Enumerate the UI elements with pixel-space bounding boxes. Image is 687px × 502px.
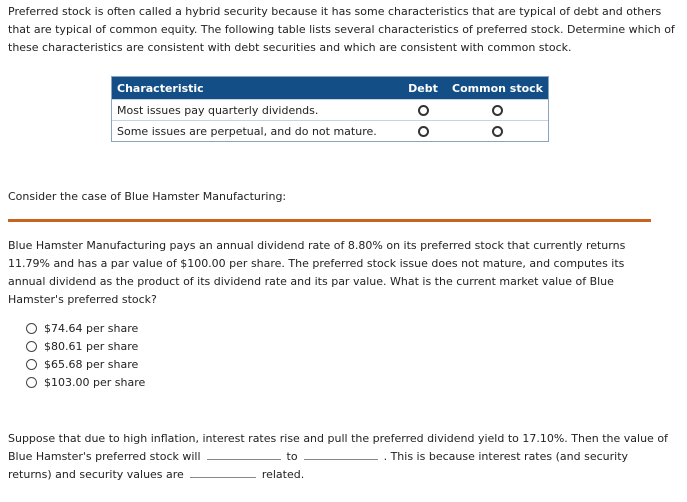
- debt-radio[interactable]: [418, 126, 429, 137]
- blank-dropdown-1[interactable]: [207, 448, 281, 460]
- table-row: [112, 100, 548, 121]
- header-common-stock: Common stock: [447, 77, 548, 100]
- answer-option[interactable]: [26, 373, 145, 391]
- debt-radio-cell: [399, 100, 447, 121]
- blank-dropdown-2[interactable]: [304, 448, 378, 460]
- followup-text-2: to: [286, 450, 298, 463]
- answer-radio[interactable]: [26, 377, 37, 388]
- followup-text-1: Suppose that due to high inflation, interest rates rise and pull the preferred dividend yield to 17.10%. Then the value of Blue Hamster's preferred stock will: [8, 432, 668, 463]
- row-label: Most issues pay quarterly dividends.: [112, 100, 399, 121]
- header-characteristic: Characteristic: [112, 77, 399, 100]
- answer-options: [26, 319, 145, 391]
- header-debt: Debt: [399, 77, 447, 100]
- answer-label: $74.64 per share: [44, 321, 139, 335]
- blank-dropdown-3[interactable]: [190, 466, 256, 478]
- debt-radio-cell: [399, 121, 447, 142]
- followup-text-3: . This is because interest rates (and security returns) and security values are: [8, 450, 629, 481]
- common-stock-radio[interactable]: [492, 105, 503, 116]
- intro-paragraph: Preferred stock is often called a hybrid security because it has some characteristics that are typical of debt and others that are typical of common equity. The following table lists several characteristics of preferred stock. Determine which of these characteristics are consistent with debt securities and which are consistent with common stock.: [8, 5, 675, 54]
- debt-radio[interactable]: [418, 105, 429, 116]
- common-radio-cell: [447, 100, 548, 121]
- answer-radio[interactable]: [26, 341, 37, 352]
- table-row: [112, 121, 548, 142]
- common-radio-cell: [447, 121, 548, 142]
- answer-label: $103.00 per share: [44, 375, 146, 389]
- answer-label: $80.61 per share: [44, 339, 139, 353]
- answer-option[interactable]: [26, 355, 145, 373]
- followup-paragraph: [8, 430, 668, 484]
- consider-text: Consider the case of Blue Hamster Manufacturing:: [8, 190, 287, 203]
- row-label: Some issues are perpetual, and do not mature.: [112, 121, 399, 142]
- answer-label: $65.68 per share: [44, 357, 139, 371]
- question-text: Blue Hamster Manufacturing pays an annual dividend rate of 8.80% on its preferred stock that currently returns 11.79% and has a par value of $100.00 per share. The preferred stock issue does not mature, and computes its annual dividend as the product of its dividend rate and its par value. What is the current market value of Blue Hamster's preferred stock?: [8, 239, 626, 306]
- characteristics-table: [111, 76, 549, 142]
- followup-text-4: related.: [261, 468, 305, 481]
- answer-option[interactable]: [26, 337, 145, 355]
- answer-option[interactable]: [26, 319, 145, 337]
- table-header-row: [112, 77, 548, 100]
- common-stock-radio[interactable]: [492, 126, 503, 137]
- section-divider: [8, 219, 651, 222]
- answer-radio[interactable]: [26, 323, 37, 334]
- answer-radio[interactable]: [26, 359, 37, 370]
